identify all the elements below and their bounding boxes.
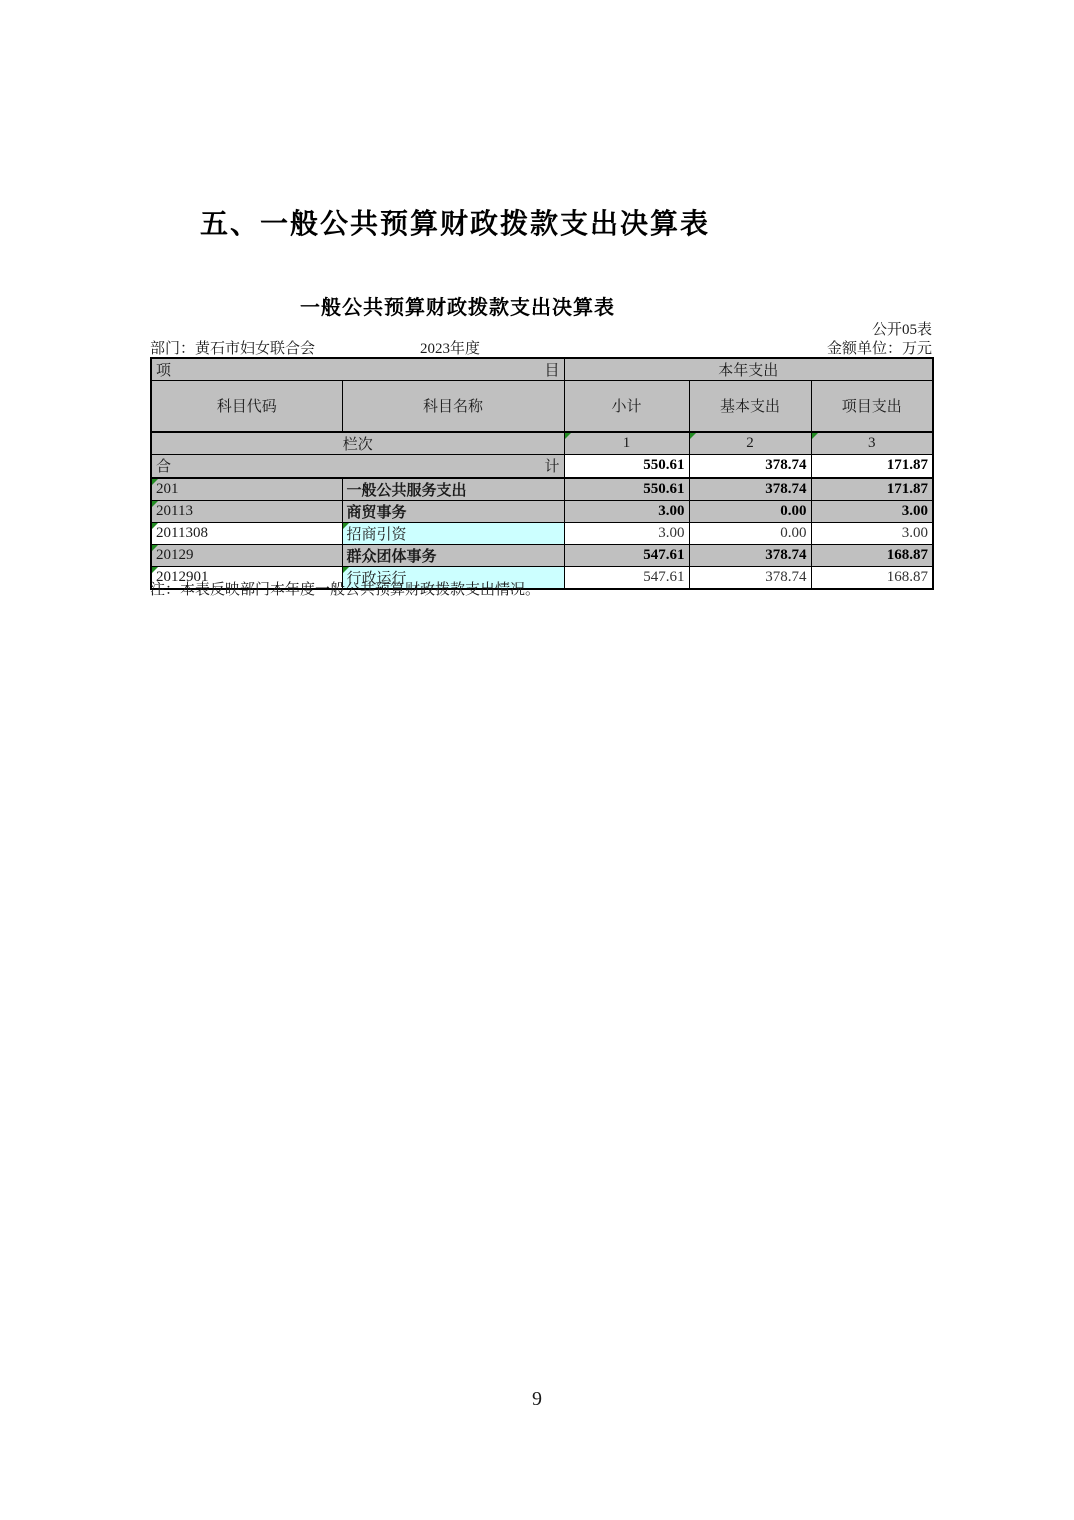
unit-label: 金额单位：万元 [826,341,932,357]
cell-flag-icon [690,433,696,439]
table-row [151,522,933,544]
column-number-3: 3 [811,432,933,455]
table-meta-line [150,337,932,357]
subtotal-value-cell: 547.61 [564,544,689,566]
col-header-basic: 基本支出 [689,381,811,432]
project-value-cell: 171.87 [811,478,933,501]
total-right-label: 计 [544,459,560,476]
total-project-value: 171.87 [811,455,933,478]
cell-flag-icon [812,433,818,439]
table-row-total [151,455,933,478]
column-number-1: 1 [564,432,689,455]
project-value-cell: 168.87 [811,544,933,566]
subtotal-value-cell: 3.00 [564,522,689,544]
subject-name-cell: 群众团体事务 [342,544,564,566]
department-label: 部门：黄石市妇女联合会 [150,341,316,357]
table-row-column-headers [151,381,933,432]
project-value-cell: 3.00 [811,500,933,522]
table-title: 一般公共预算财政拨款支出决算表 [300,297,615,319]
project-value-cell: 168.87 [811,566,933,589]
total-label-cell [151,455,564,478]
column-number-2: 2 [689,432,811,455]
year-expense-header-cell: 本年支出 [564,358,933,381]
lanci-cell: 栏次 [151,432,564,455]
project-value-cell: 3.00 [811,522,933,544]
form-code-label: 公开05表 [871,322,932,338]
cell-flag-icon [152,545,158,551]
subject-code-cell: 20129 [151,544,342,566]
table-row-column-numbers [151,432,933,455]
fiscal-year-label: 2023年度 [420,341,481,357]
table-note: 注：本表反映部门本年度一般公共预算财政拨款支出情况。 [150,582,541,598]
subject-name-cell: 一般公共服务支出 [342,478,564,501]
subtotal-value-cell: 547.61 [564,566,689,589]
subject-name-cell: 行政运行 [342,566,564,589]
subject-code-cell: 20113 [151,500,342,522]
budget-expenditure-table [150,357,934,590]
table-row [151,544,933,566]
subject-code-cell: 2012901 [151,566,342,589]
total-subtotal-value: 550.61 [564,455,689,478]
basic-value-cell: 378.74 [689,566,811,589]
subtotal-value-cell: 550.61 [564,478,689,501]
basic-value-cell: 0.00 [689,522,811,544]
cell-flag-icon [152,523,158,529]
item-left-label: 项 [156,363,172,379]
cell-flag-icon [152,567,158,573]
page-number: 9 [532,1388,542,1410]
subject-code-cell: 2011308 [151,522,342,544]
col-header-code: 科目代码 [151,381,342,432]
cell-flag-icon [343,523,349,529]
basic-value-cell: 0.00 [689,500,811,522]
subject-name-cell: 招商引资 [342,522,564,544]
table-row [151,500,933,522]
total-basic-value: 378.74 [689,455,811,478]
total-left-label: 合 [156,459,172,476]
item-header-cell [151,358,564,381]
cell-flag-icon [152,479,158,485]
section-heading: 五、一般公共预算财政拨款支出决算表 [200,208,711,239]
basic-value-cell: 378.74 [689,544,811,566]
table-row-item-header [151,358,933,381]
cell-flag-icon [152,501,158,507]
col-header-name: 科目名称 [342,381,564,432]
cell-flag-icon [565,433,571,439]
cell-flag-icon [343,567,349,573]
table-row [151,478,933,501]
subject-name-cell: 商贸事务 [342,500,564,522]
col-header-subtotal: 小计 [564,381,689,432]
basic-value-cell: 378.74 [689,478,811,501]
col-header-project: 项目支出 [811,381,933,432]
item-right-label: 目 [544,363,560,379]
subtotal-value-cell: 3.00 [564,500,689,522]
subject-code-cell: 201 [151,478,342,501]
